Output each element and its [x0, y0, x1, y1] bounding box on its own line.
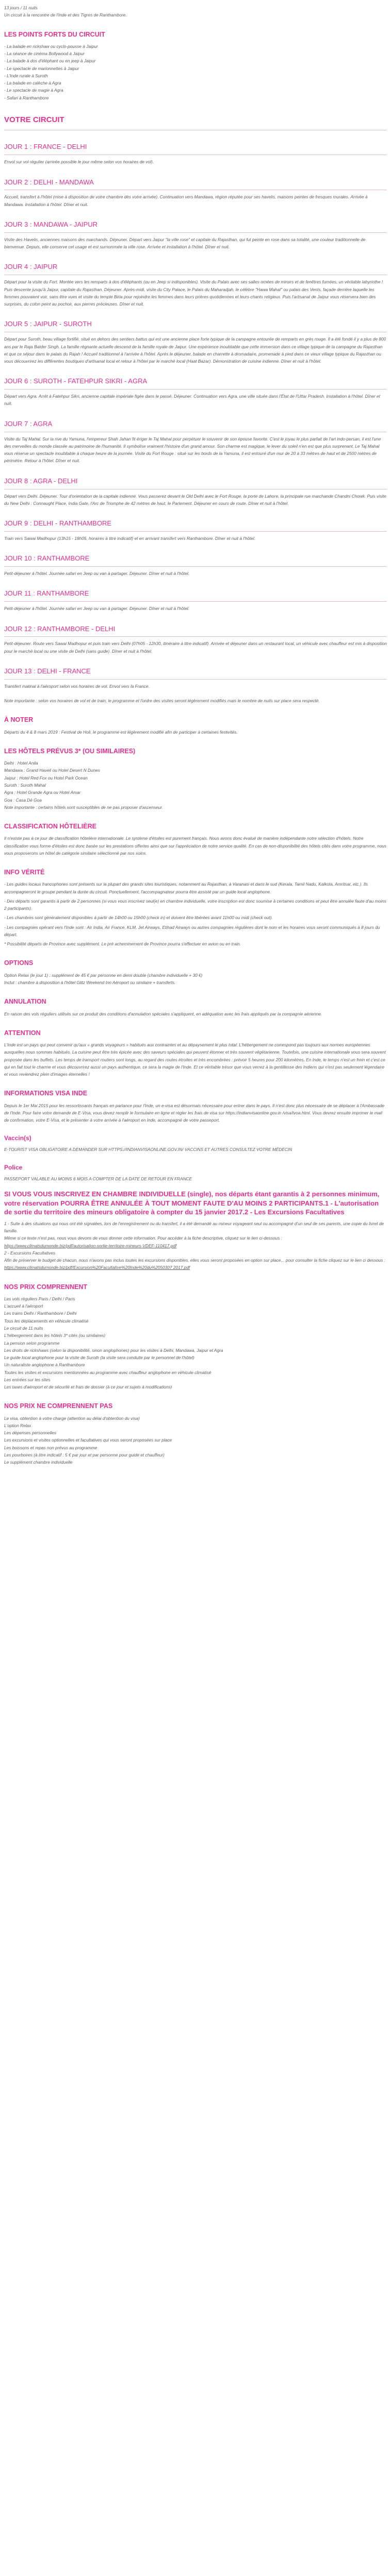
- price-excludes-title: NOS PRIX NE COMPRENNENT PAS: [4, 1402, 113, 1410]
- info-title: INFO VÉRITÉ: [4, 869, 45, 876]
- highlight-item: - La balade à dos d'éléphant ou en jeep à Jaipur: [4, 58, 96, 64]
- document-item: 2 - Excursions Facultatives: [4, 1250, 56, 1256]
- option-item: Option Relax (le jour 1) : supplément de 45 € par personne en demi double (chambre individuelle + 30 €): [4, 972, 203, 978]
- option-item: Inclut : chambre à disposition à l'hôtel Glitz Weekend Inn Aéroport ou similaire + transferts.: [4, 979, 176, 985]
- document-item: 1 - Suite à des situations qui nous ont été signalées, lors de l'enregistrement ou du transfert, il a été demandé au mineur voyageant seul ou accompagné d'un seul de ses parents, une copie du livret de famille.: [4, 1221, 385, 1234]
- police-text: PASSEPORT VALABLE AU MOINS 6 MOIS A COMPTER DE LA DATE DE RETOUR EN FRANCE: [4, 1176, 192, 1181]
- hotel-item: Mandawa : Grand Haveli ou Hotel Desert N Dunes: [4, 768, 100, 773]
- included-item: Les entrées sur les sites: [4, 1377, 51, 1382]
- day-description: Train vers Sawai Madhopur (13h15 - 18h05, horaires à titre indicatif) et en arrivant transfert vers Ranthambore. Dîner et nuit à l'hôtel.: [4, 536, 256, 541]
- notes-text: Départs du 4 & 8 mars 2019 : Festival de Holi, le programme est légèrement modifié afin de participer à certaines festivités.: [4, 729, 238, 735]
- highlight-item: - La balade en rickshaw ou cyclo-pousse à Jaipur: [4, 43, 98, 49]
- info-paragraph: - Les compagnies opérant vers l'Inde sont : Air India, Air France, KLM, Jet Airways, Etihad Airways ou autres compagnies régulières dont le nom et les horaires vous seront communiqués à 8 jours du départ.: [4, 924, 381, 937]
- day-description: Petit-déjeuner à l'hôtel. Journée safari en Jeep ou van à partager. Déjeuner. Dîner et nuit à l'hôtel.: [4, 606, 190, 612]
- day-heading: JOUR 6 : SUROTH - FATEHPUR SIKRI - AGRA: [4, 377, 148, 385]
- included-item: Les trains Delhi / Ranthambore / Delhi: [4, 1311, 77, 1316]
- day-description: Départ vers Agra. Arrêt à Fatehpur Sikri, ancienne capitale impériale figée dans le passé. Déjeuner. Continuation vers Agra, une ville située dans l'État de l'Uttar Pradesh. Installation à l'hôtel. Dîner et nuit.: [4, 394, 382, 406]
- excluded-item: Les excursions et visites optionnelles et facultatives qui vous seront proposées sur place: [4, 1437, 172, 1443]
- divider: [4, 636, 387, 637]
- day-heading: JOUR 7 : AGRA: [4, 419, 53, 428]
- excluded-item: L'option Relax: [4, 1422, 31, 1428]
- day-heading: JOUR 5 : JAIPUR - SUROTH: [4, 320, 92, 328]
- day-description: Départ pour la visite du Fort. Montée vers les remparts à dos d'éléphants (ou en Jeep si indisponibles). Visite du Palais avec ses salles ornées de miroirs et de fenêtres fumées, un véritable labyrinthe ! Puis descente jusqu'à Jaipur, capitale du Rajasthan. Déjeuner. Après-midi, visite du City Palace, le Palais du Maharadjah, le célèbre "Hawa Mahal" ou palais des Vents, façade derrière laquelle les femmes pouvaient voir, sans être vues et visite du temple Birla pour rejoindre les femmes dans leurs prières quotidiennes et leurs chants religieux. Puis l'artisanat de Jaipur vous réservera bien des surprises, du coton peint au pochoir, aux pierres précieuses. Dîner et nuit.: [4, 279, 384, 307]
- excluded-item: Les boissons et repas non prévus au programme: [4, 1445, 97, 1450]
- included-item: Tous les déplacements en véhicule climatisé: [4, 1318, 89, 1324]
- hotel-item: Note importante : certains hôtels sont susceptibles de ne pas proposer d'ascenseur.: [4, 804, 163, 810]
- divider: [4, 601, 387, 602]
- classification-text: Il n'existe pas à ce jour de classification hôtelière internationale. Le système d'étoiles est purement français. Nous avons donc évalué de manière indépendante notre sélection d'hôtels. Notre classification vous forme d'étoiles est donc basée sur les prestations offertes ainsi que sur l'appréciation de notre service qualité. En cas de non-disponibilité des hôtels cités dans votre programme, nous vous proposerons un hôtel de catégorie similaire sélectionné par nos soins.: [4, 836, 388, 856]
- price-includes-title: NOS PRIX COMPRENNENT: [4, 1283, 88, 1291]
- hotel-item: Agra : Hotel Grande Agra ou Hotel Amar: [4, 790, 81, 795]
- included-item: Les vols réguliers Paris / Delhi / Paris: [4, 1296, 75, 1301]
- divider: [4, 531, 387, 532]
- document-item: Même si ce texte n'est pas, nous vous devons de vous donner cette information. Pour accéder à la fiche descriptive, cliquez sur le lien ci-dessous :: [4, 1235, 282, 1241]
- divider: [4, 566, 387, 567]
- included-item: L'hébergement dans les hôtels 3* cités (ou similaires): [4, 1333, 106, 1338]
- circuit-note: Note importante : selon vos horaires de vol et de train, le programme et l'ordre des visites seront légèrement modifiés mais le nombre de nuits sur place sera respecté.: [4, 698, 320, 704]
- cancellation-text: En raison des vols réguliers utilisés sur ce produit des conditions d'annulation spéciales s'appliquent, en adéquation avec les frais appliqués par la compagnie aérienne.: [4, 1011, 322, 1016]
- document-item: Afin de préserver le budget de chacun, nous n'avons pas inclus toutes les excursions disponibles, elles vous seront proposées en option sur place... pour consulter la fiche cliquez sur le lien ci dessous :: [4, 1258, 386, 1263]
- day-heading: JOUR 13 : DELHI - FRANCE: [4, 667, 91, 675]
- trip-duration: 13 jours / 11 nuits: [4, 5, 38, 10]
- police-title: Police: [4, 1164, 23, 1172]
- single-room-warning: SI VOUS VOUS INSCRIVEZ EN CHAMBRE INDIVIDUELLE (single), nos départs étant garantis à 2 personnes minimum, votre réservation POURRA ÊTRE ANNULÉE À TOUT MOMENT FAUTE D'AU MOINS 2 PARTICIPANTS.1 - L'autorisation de sortie du territoire des mineurs obligatoire à compter du 15 janvier 2017.2 - Les Excursions Facultatives: [4, 1190, 380, 1216]
- notes-title: À NOTER: [4, 716, 34, 724]
- price-excludes-list: [4, 1415, 387, 1466]
- attention-text: L'Inde est un pays qui peut convenir qu'aux « grands voyageurs » habitués aux contraintes et au dépaysement le plus total. L'hébergement ne correspond pas toujours aux normes européennes auxquelles nous sommes habitués. La cuisine peut être très épicée avec des saveurs spéciales qui peuvent étonner et très souvent végétarienne. Toutefois, une cuisine internationale vous sera souvent proposée dans les buffets. Les temps de transport routiers sont longs, au regard des routes étroites et très encombrées : prévoir 5 heures pour 200 kilomètres. En Inde, le temps n'est un frein et c'est ce qui en fait tout le charme et vous découvrirez aussi un pays authentique, ce sera la magie de l'Inde. Et ce véritable trésor que vous verrez à la gentillesse des Indiens qui n'est pas seulement légendaire et vous reviendrez plein d'images éternelles !: [4, 1042, 387, 1077]
- day-description: Visite des Havelis, anciennes maisons des marchands. Déjeuner. Départ vers Jaipur "la ville rose" et capitale du Rajasthan, qui fut peinte en rose dans sa totalité, une couleur traditionnelle de bienvenue. Depuis, elle conserve cet usage et est surnommée la ville rose. Arrivée et installation à l'hôtel. Dîner et nuit.: [4, 236, 367, 250]
- attention-title: ATTENTION: [4, 1029, 41, 1037]
- excluded-item: Les dépenses personnelles: [4, 1430, 57, 1436]
- trip-summary: Un circuit à la rencontre de l'Inde et des Tigres de Ranthambore.: [4, 12, 127, 18]
- highlights-title: LES POINTS FORTS DU CIRCUIT: [4, 30, 105, 38]
- hotel-item: Delhi : Hotel Anila: [4, 760, 38, 766]
- day-description: Petit-déjeuner à l'hôtel. Journée safari en Jeep ou van à partager. Déjeuner. Dîner et nuit à l'hôtel.: [4, 571, 190, 577]
- day-description: Petit-déjeuner. Route vers Sawai Madhopur et puis train vers Delhi (07h05 - 12h30, itinéraire à titre indicatif). Arrivée et déjeuner dans un restaurant local, un véhicule avec chauffeur est mis à disposition pour le marché local ou une visite de Delhi (sans guide). Dîner et nuit à l'hôtel.: [4, 641, 388, 654]
- document-item[interactable]: https://www.climatsdumonde.biz/pdf/Excursion%20Facultative%20Inde%20du%2050307 2017.pdf: [4, 1265, 190, 1270]
- day-description: Envol sur vol régulier (arrivée possible le jour même selon vos horaires de vol).: [4, 159, 154, 165]
- hotels-title: LES HÔTELS PRÉVUS 3* (OU SIMILAIRES): [4, 747, 136, 755]
- included-item: Toutes les visites et excursions mentionnées au programme avec chauffeur anglophone en véhicule climatisé: [4, 1369, 211, 1375]
- document-item[interactable]: https://www.climatsdumonde.biz/pdf/autorisation-sortie-territoire-mineurs-VDEF-110417.pdf: [4, 1243, 177, 1248]
- day-heading: JOUR 3 : MANDAWA - JAIPUR: [4, 220, 98, 228]
- cancellation-title: ANNULATION: [4, 998, 46, 1006]
- price-includes-list: [4, 1295, 387, 1391]
- day-heading: JOUR 12 : RANTHAMBORE - DELHI: [4, 624, 116, 633]
- highlight-item: - La séance de cinéma Bollywood à Jaipur: [4, 51, 85, 57]
- info-paragraph: - Les chambres sont généralement disponibles à partir de 14h00 ou 15h00 (check in) et doivent être libérées avant 11h00 ou midi (check out).: [4, 915, 273, 921]
- visa-text: Depuis le 1er Mai 2015 pour les ressortissants français en partance pour l'Inde, un e-visa est désormais nécessaire pour entrer dans le pays. Il n'est donc plus nécessaire de se déplacer à l'Ambassade de l'Inde. Pour faire votre demande de E-Visa, vous devez remplir le formulaire en ligne et régler les frais de visa sur https://indianvisaonline.gov.in /visa/tvoa.html. Vous devrez ensuite imprimer le mail de confirmation, votre E-Visa, et le présenter à votre arrivée à l'aéroport en Inde, accompagné de votre passeport.: [4, 1103, 386, 1123]
- vaccin-text: E-TOURIST VISA OBLIGATOIRE A DEMANDER SUR HTTPS://INDIANVISAONLINE.GOV.IN/ VACCINS ET AUTRES CONSULTEZ VOTRE MÉDECIN: [4, 1147, 292, 1153]
- docs-list: [4, 1220, 387, 1272]
- included-item: La pension selon programme: [4, 1340, 60, 1346]
- included-item: Le guide local anglophone pour la visite de Suroth (la visite sera conduite par le personnel de l'hôtel): [4, 1355, 194, 1361]
- day-heading: JOUR 9 : DELHI - RANTHAMBORE: [4, 519, 112, 528]
- excluded-item: Le visa, obtention à votre charge (attention au délai d'obtention du visa): [4, 1415, 140, 1421]
- day-description: Transfert matinal à l'aéroport selon vos horaires de vol. Envol vers la France.: [4, 683, 150, 689]
- divider: [4, 679, 387, 680]
- day-heading: JOUR 8 : AGRA - DELHI: [4, 477, 78, 485]
- classification-title: CLASSIFICATION HÔTELIÈRE: [4, 823, 96, 831]
- excluded-item: Le supplément chambre individuelle: [4, 1460, 73, 1465]
- hotel-item: Suroth : Suroth Mahal: [4, 782, 46, 788]
- day-heading: JOUR 4 : JAIPUR: [4, 263, 58, 271]
- info-paragraph: - Les guides locaux francophones sont présents sur la plupart des grands sites touristiques, notamment au Rajasthan, à Varanasi et dans le sud (Kerala, Tamil Nadu, Kalkota, Amritsar, etc.). Ils accompagneront le groupe pendant la durée du circuit. Ponctuellement, l'accompagnateur pourra être assisté par un guide local anglophone.: [4, 882, 369, 894]
- visa-title: INFORMATIONS VISA INDE: [4, 1090, 88, 1097]
- info-list: [4, 880, 387, 947]
- day-heading: JOUR 11 : RANTHAMBORE: [4, 589, 89, 598]
- included-item: Le circuit de 11 nuits: [4, 1325, 43, 1331]
- day-description: Départ vers Delhi. Déjeuner. Tour d'orientation de la capitale indienne. Vous passerez devant le Old Delhi avec le Fort Rouge, la porte de Lahore, la principale rue marchande Chandni Chowk. Puis visite du New Delhi : Connaught Place, India Gate, l'Arc de Triomphe de 42 mètres de haut, le Parlement. Déjeuner en cours de route. Dîner et nuit à l'hôtel.: [4, 493, 388, 506]
- info-paragraph: - Des départs sont garantis à partir de 2 personnes (si vous vous inscrivez seul(e) en chambre individuelle, votre inscription est donc soumise à certaines conditions et peut être annulée faute d'au moins 2 participants).: [4, 898, 388, 911]
- highlight-item: - La balade en calèche à Agra: [4, 80, 61, 86]
- info-paragraph: * Possibilité départs de Province avec supplément. Le pré acheminement de Province pourra s'effectuer en avion ou en train.: [4, 941, 241, 947]
- circuit-days: [4, 143, 387, 690]
- vaccin-title: Vaccin(s): [4, 1134, 31, 1142]
- included-item: Un naturaliste anglophone à Ranthambore: [4, 1362, 85, 1368]
- included-item: Les droits de rickshaws (selon la disponibilité, sinon anglophones) pour les visites à Delhi, Mandawa, Jaipur et Agra: [4, 1347, 223, 1353]
- day-heading: JOUR 1 : FRANCE - DELHI: [4, 143, 87, 151]
- included-item: Les taxes d'aéroport et de sécurité et frais de dossier (à ce jour et sujets à modifications): [4, 1384, 172, 1390]
- day-heading: JOUR 2 : DELHI - MANDAWA: [4, 178, 94, 186]
- day-description: Accueil, transfert à l'hôtel (mise à disposition de votre chambre dès votre arrivée). Continuation vers Mandawa, région réputée pour ses havelis, maisons peintes de fresques murales. Arrivée à Mandawa. Installation à l'hôtel. Dîner et nuit.: [4, 194, 369, 207]
- day-description: Départ pour Suroth, beau village fortifié, situé en dehors des sentiers battus qui est une ancienne place forte typique de la campagne entourée de remparts en grès rouge. Il a été fondé il y a plus de 800 ans par le Raja Balder Singh. La famille régnante actuelle descend de la famille royale de Jaipur. Une expérience inoubliable que cette immersion dans ce village typique de la campagne du Rajasthan et que ce séjour dans le palais du Rajah ! Accueil traditionnel à l'arrivée à l'hôtel. Après le déjeuner, balade en charrette à dromadaire, promenade à pied dans ce vieux village typique du Rajasthan ou vous découvrirez les différentes boutiques d'artisanat local et retour à l'hôtel par le marché local (Haat Bazar). Démonstration de cuisine indienne. Dîner et nuit à l'hôtel.: [4, 336, 387, 364]
- highlights-list: [4, 43, 387, 101]
- hotels-list: [4, 759, 387, 811]
- highlight-item: - Le spectacle de marionnettes à Jaipur: [4, 65, 79, 71]
- hotel-item: Jaipur : Hotel Red Fox ou Hotel Park Ocean: [4, 775, 88, 781]
- day-description: Visite du Taj Mahal. Sur la rive du Yamuna, l'empereur Shah Jahan fit ériger le Taj Mahal pour perpétuer le souvenir de son épouse favorite. C'est le joyau le plus parfait de l'art indo-persan, il est l'une des merveilles du monde classée au patrimoine de l'humanité. Il symbolise vraiment l'histoire d'un grand amour. Son charme est magique, le lever du soleil n'en est que plus surprenant. Le Taj Mahal vous réserve un spectacle inoubliable à chaque heure de la journée. Visite du Fort Rouge : situé sur les bords de la Yamuna, il est entouré d'un mur de 20 à 33 mètres de haut et de 2500 mètres de périmètre. Retour à l'hôtel. Dîner et nuit.: [4, 436, 382, 464]
- options-list: [4, 972, 387, 987]
- highlight-item: - Safari à Ranthambore: [4, 95, 49, 100]
- divider: [4, 232, 387, 233]
- highlight-item: - Le spectacle de magie à Agra: [4, 88, 63, 93]
- day-heading: JOUR 10 : RANTHAMBORE: [4, 554, 90, 563]
- hotel-item: Goa : Casa Dé Goa: [4, 797, 42, 803]
- circuit-title: VOTRE CIRCUIT: [4, 115, 64, 124]
- highlight-item: - L'Inde rurale à Suroth: [4, 73, 48, 78]
- included-item: L'accueil à l'aéroport: [4, 1303, 43, 1309]
- excluded-item: Les pourboires (à titre indicatif : 5 € par jour et par personne pour guide et chauffeur): [4, 1452, 165, 1458]
- options-title: OPTIONS: [4, 959, 34, 967]
